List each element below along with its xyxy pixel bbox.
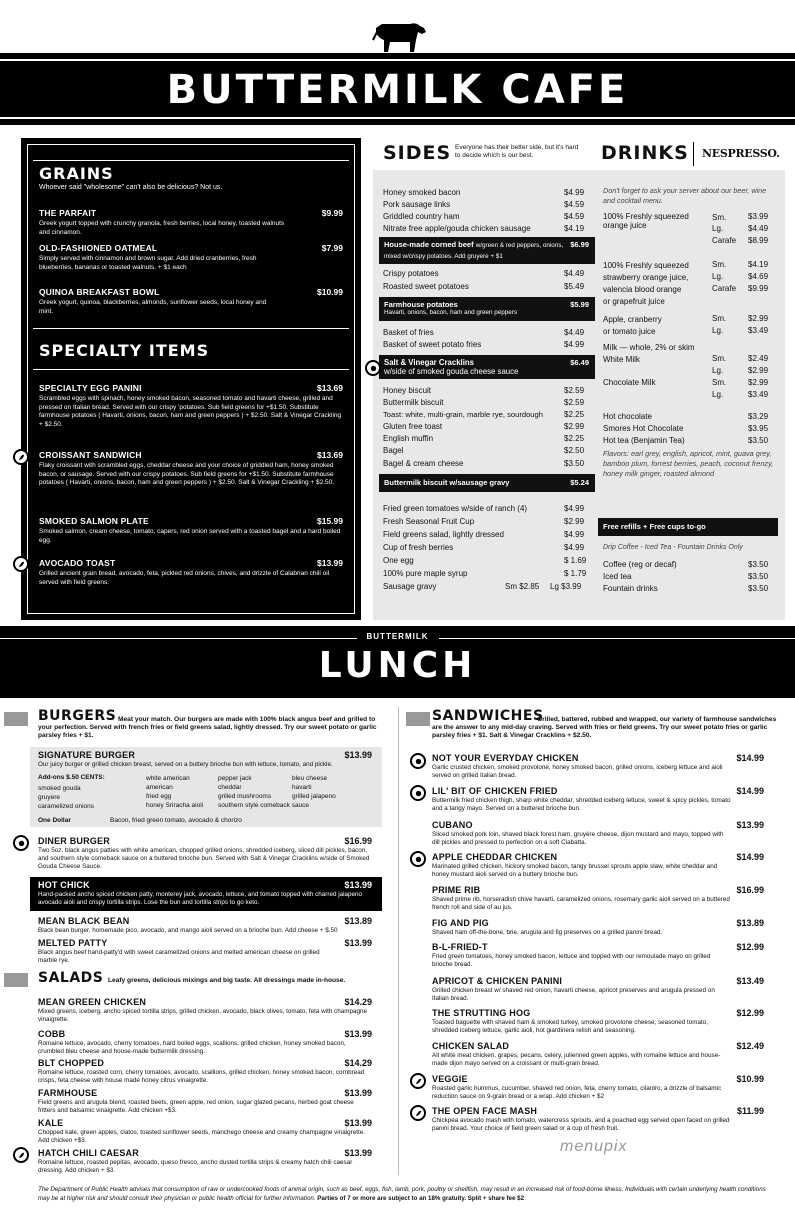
sandwiches-title: SANDWICHES — [432, 708, 544, 724]
menu-item: MEAN BLACK BEAN $13.89 Black bean burger, homemade pico, avocado, and mango aioli served on a brioche bun. Add cheese + $.50 — [38, 916, 372, 934]
menu-item: B-L-FRIED-T $12.99 Fried green tomatoes, honey smoked bacon, lettuce and topped with our remoulade mayo on grilled brioche bread. — [432, 942, 764, 968]
signature-badge-icon — [410, 753, 426, 769]
menu-item: MELTED PATTY $13.99 Black angus beef hand-patty'd with sweet caramelized onions and melted american cheese on grilled marble rye. — [38, 938, 372, 964]
grains-title: GRAINS — [39, 164, 114, 183]
drink-row: Fountain drinks — [603, 584, 658, 593]
addons-col: bleu cheese havarti grilled jalapeno — [292, 775, 336, 800]
column-divider — [398, 707, 399, 1175]
addons-col: white american american fried egg honey Sriracha aioli — [146, 775, 204, 809]
menu-item: SPECIALTY EGG PANINI $13.69 Scrambled eggs with spinach, honey smoked bacon, seasoned tomato and havarti cheese, grilled and pressed on Italian bread. Served with our crispy 'potatoes. Sub field greens for +$1.50. Substitute farmhouse potatoes ( Havarti, onions, bacon, ham and green peppers ) + $2.50. Salt & Vinegar Crackling + $2.50. — [39, 383, 343, 428]
gravy-bar: Buttermilk biscuit w/sausage gravy $5.24 — [379, 474, 595, 492]
menu-item: CUBANO $13.99 Sliced smoked pork loin, shaved black forest ham, gruyère cheese, dijon mustard and mayo, topped with dill pickles and pressed to perfection on a soft Ciabatta. — [432, 820, 764, 846]
drink-row: Hot tea (Benjamin Tea) — [603, 436, 685, 445]
specialty-badge-icon — [365, 360, 381, 376]
side-row: Crispy potatoes — [383, 269, 439, 278]
lunch-banner — [0, 626, 795, 698]
side-row: 100% pure maple syrup — [383, 569, 468, 578]
side-row: Nitrate free apple/gouda chicken sausage — [383, 224, 531, 233]
drink-choc-milk: Chocolate Milk — [603, 378, 656, 387]
sandwiches-desc: Grilled, battered, rubbed and wrapped, our variety of farmhouse sandwiches are the answer to any mid-day craving. Served with fries or field greens. Try our sweet potato fries or garlic parsley fries + $1. Salt & Vinegar Cracklins + $2.50. — [432, 716, 777, 739]
menu-item: CROISSANT SANDWICH $13.69 Flaky croissant with scrambled eggs, cheddar cheese and your choice of griddled ham, honey smoked bacon, or sausage. Served with our crispy potatoes. Sub field greens for +$1.50. Substitute farmhouse potatoes ( Havarti, onions, bacon, ham and green peppers ) + $2.50. Salt & Vinegar Crackling + $2.50. — [39, 450, 343, 487]
side-row: Fried green tomatoes w/side of ranch (4) — [383, 504, 528, 513]
side-row: One egg — [383, 556, 414, 565]
menu-item: VEGGIE $10.99 Roasted garlic hummus, cucumber, shaved red onion, feta, cherry tomato, cilantro, a drizzle of balsamic reduction sauce on 9-grain bread or a wrap. Add chicken + $2 — [432, 1074, 764, 1100]
sides-title: SIDES — [383, 142, 452, 164]
side-row: English muffin — [383, 434, 434, 443]
side-row: Bagel — [383, 446, 404, 455]
side-row: Cup of fresh berries — [383, 543, 454, 552]
lunch-subtitle: BUTTERMILK — [357, 628, 439, 641]
salads-desc: Leafy greens, delicious mixings and big taste. All dressings made in-house. — [108, 977, 346, 984]
lunch-title: LUNCH — [318, 645, 477, 686]
menu-item: KALE $13.99 Chopped kale, green apples, clatos, toasted sunflower seeds, manchego cheese and creamy champagne vinaigrette. Add chicken +$3. — [38, 1118, 372, 1144]
drinks-title: DRINKS — [601, 142, 689, 164]
drink-milk: Milk — whole, 2% or skim White Milk — [603, 343, 695, 364]
menu-item: HOT CHICK $13.99 Hand-packed ancho spiced chicken patty, monterey jack, avocado, lettuce, and tomato topped with charred jalapeno avocado aioli and crispy tortilla strips. Lose the bun and tortilla strips to go keto. — [38, 880, 372, 906]
menu-item: FARMHOUSE $13.99 Field greens and arugula blend, roasted beets, green apple, red onion, sugar glazed pecans, herbed goat cheese fritters and balsamic vinaigrette. Add chicken +$3. — [38, 1088, 372, 1114]
menu-item: HATCH CHILI CAESAR $13.99 Romaine lettuce, roasted pepitas, avocado, queso fresco, ancho dusted tortilla strips & creamy hatch chili caesar dressing. Add chicken + $3. — [38, 1148, 372, 1174]
menu-item: MEAN GREEN CHICKEN $14.29 Mixed greens, iceberg, ancho spiced tortilla strips, grilled chicken, avocado, black olives, tomato, feta with champagne vinaigrette. — [38, 997, 372, 1023]
menu-item: OLD-FASHIONED OATMEAL $7.99 Simply served with cinnamon and brown sugar. Add dried cranberries, fresh blueberries, bananas or toasted walnuts. + $1 each — [39, 243, 343, 271]
farmhouse-bar: Farmhouse potatoes Havarti, onions, bacon, ham and green peppers $5.99 — [379, 297, 595, 321]
burgers-title: BURGERS — [38, 708, 117, 724]
addons-col: smoked gouda gruyere caramelized onions — [38, 785, 95, 810]
section-marker — [4, 973, 28, 987]
grains-subtitle: Whoever said "wholesome" can't also be delicious? Not us. — [39, 184, 223, 191]
cracklins-bar: Salt & Vinegar Cracklins w/side of smoked gouda cheese sauce $6.49 — [379, 355, 595, 379]
side-row: Basket of fries — [383, 328, 434, 337]
sides-note: Everyone has their better side, but it's hard to decide which is our best. — [455, 144, 579, 159]
watermark: menupix — [560, 1138, 628, 1155]
burgers-desc: Meat your match. Our burgers are made with 100% black angus beef and grilled to your perfection. Served with french fries or field greens salad, lightly dressed. Try our sweet potato or garlic parsley fries + $1. — [38, 716, 377, 739]
drink-row: Coffee (reg or decaf) — [603, 560, 677, 569]
side-row: Field greens salad, lightly dressed — [383, 530, 504, 539]
signature-badge-icon — [410, 851, 426, 867]
footer-notice: The Department of Public Health advises that consumption of raw or undercooked foods of animal origin, such as beef, eggs, fish, lamb, pork, poultry or shellfish, may result in an increased risk of food-borne illness. Individuals with certain underlying health conditions may be at higher risk and should consult their physician or public health official for further information. Parties of 7 or more are subject to an 18% gratuity. Split + share fee $2 — [38, 1186, 766, 1202]
vegetarian-badge-icon — [410, 1105, 426, 1121]
cafe-title: BUTTERMILK CAFE — [166, 67, 629, 113]
vegetarian-badge-icon — [13, 449, 29, 465]
drink-apple: Apple, cranberry or tomato juice — [603, 315, 662, 336]
nespresso-logo: NESPRESSO. — [702, 147, 780, 160]
menu-item: DINER BURGER $16.99 Two 5oz. black angus patties with white american, chopped grilled onions, shredded iceberg, sliced dill pickles, bacon, and southern style comeback sauce on a buttered brioche bun. Served with Salt & Vinegar Cracklins w/side of Smoked Gouda Cheese Sauce. — [38, 836, 372, 870]
cafe-banner — [0, 53, 795, 125]
side-row: Roasted sweet potatoes — [383, 282, 469, 291]
drip-note: Drip Coffee - Iced Tea - Fountain Drinks Only — [603, 544, 743, 551]
addons-label: Add-ons $.50 CENTS: — [38, 774, 105, 781]
side-row: Sausage gravy — [383, 582, 437, 591]
vegetarian-badge-icon — [13, 556, 29, 572]
menu-item: SMOKED SALMON PLATE $15.99 Smoked salmon, cream cheese, tomato, capers, red onion served with a toasted bagel and a hard boiled egg. — [39, 516, 343, 544]
section-marker — [406, 712, 430, 726]
side-row: Pork sausage links — [383, 200, 451, 209]
side-row: Gluten free toast — [383, 422, 443, 431]
refills-bar: Free refills + Free cups to-go — [598, 518, 778, 536]
menu-item: PRIME RIB $16.99 Shaved prime rib, horseradish chive havarti, caramelized onions, rosemary garlic aioli served on a buttered french roll and side of au jus. — [432, 885, 764, 911]
side-row: Bagel & cream cheese — [383, 459, 464, 468]
drink-strawberry: 100% Freshly squeezed strawberry orange juice, valencia blood orange or grapefruit juice — [603, 261, 689, 306]
corned-beef-bar: House-made corned beef w/green & red peppers, onions, mixed w/crispy potatoes. Add gruyere + $1 $6.99 — [379, 237, 595, 264]
menu-item: THE PARFAIT $9.99 Greek yogurt topped with crunchy granola, fresh berries, local honey, toasted walnuts and cinnamon. — [39, 208, 343, 236]
menu-item: LIL' BIT OF CHICKEN FRIED $14.99 Buttermilk fried chicken thigh, sharp white cheddar, shredded iceberg lettuce, sweet & spicy pickles, tomato and a tangy mayo. Served on a buttered brioche bun. — [432, 786, 764, 812]
menu-item: FIG AND PIG $13.89 Shaved ham off-the-bone, brie, arugula and fig preserves on a grilled panini bread. — [432, 918, 764, 936]
side-row: Basket of sweet potato fries — [383, 340, 482, 349]
addons-col: pepper jack cheddar grilled mushrooms southern style comeback sauce — [218, 775, 310, 809]
breakfast-panel — [21, 138, 361, 620]
drinks-note: Don't forget to ask your server about our beer, wine and cocktail menu. — [603, 186, 767, 205]
signature-badge-icon — [13, 835, 29, 851]
menu-item: AVOCADO TOAST $13.99 Grilled ancient grain bread, avocado, feta, pickled red onions, chives, and drizzle of Calabrian chili oil served with field greens. — [39, 558, 343, 586]
menu-item: APPLE CHEDDAR CHICKEN $14.99 Marinated grilled chicken, hickory smoked bacon, tangy brussel sprouts apple slaw, white cheddar and honey mustard aioli served on a buttery brioche bun. — [432, 852, 764, 878]
section-marker — [4, 712, 28, 726]
menu-item: CHICKEN SALAD $12.49 All white meat chicken, grapes, pecans, celery, julienned green apples, with romaine lettuce and house-made dijon mayo served on a croissant or multi-grain bread. — [432, 1041, 764, 1067]
menu-item: QUINOA BREAKFAST BOWL $10.99 Greek yogurt, quinoa, blackberries, almonds, sunflower seeds, local honey and mint. — [39, 287, 343, 315]
vegetarian-badge-icon — [410, 1073, 426, 1089]
drink-row: Iced tea — [603, 572, 632, 581]
specialty-title: SPECIALTY ITEMS — [39, 341, 210, 360]
drink-oj: 100% Freshly squeezed orange juice — [603, 212, 689, 230]
side-row: Toast: white, multi-grain, marble rye, sourdough — [383, 410, 543, 419]
tea-flavors: Flavors: earl grey, english, apricot, mint, guava grey, bamboo plum, forrest berries, peach, coconut frenzy, honey milk ginger, roasted almond — [603, 449, 774, 478]
side-row: Griddled country ham — [383, 212, 460, 221]
drink-row: Smores Hot Chocolate — [603, 424, 684, 433]
menu-item: COBB $13.99 Romaine lettuce, avocado, cherry tomatoes, hard boiled eggs, scallions, grilled chicken, honey smoked bacon, crumbled bleu cheese and house-made buttermilk dressing. — [38, 1029, 372, 1055]
side-row: Honey smoked bacon — [383, 188, 461, 197]
signature-badge-icon — [410, 785, 426, 801]
side-row: Honey biscuit — [383, 386, 432, 395]
menu-item: APRICOT & CHICKEN PANINI $13.49 Grilled chicken breast w/ shaved red onion, havarti cheese, apricot preserves and arugula pressed on Italian bread. — [432, 976, 764, 1002]
vegetarian-badge-icon — [13, 1147, 29, 1163]
menu-item: BLT CHOPPED $14.29 Romaine lettuce, roasted corn, cherry tomatoes, avocado, scallions, grilled chicken, honey smoked bacon, cornbread crisps, feta cheese with house made honey citrus vinaigrette. — [38, 1058, 372, 1084]
menu-item: THE STRUTTING HOG $12.99 Toasted baguette with shaved ham & smoked turkey, smoked provolone cheese, seasoned tomato, shredded iceberg lettuce, garlic aioli, hot giardinera relish and seasoning. — [432, 1008, 764, 1034]
salads-title: SALADS — [38, 970, 104, 986]
side-row: Buttermilk biscuit — [383, 398, 444, 407]
side-row: Fresh Seasonal Fruit Cup — [383, 517, 475, 526]
menu-item: NOT YOUR EVERYDAY CHICKEN $14.99 Garlic crusted chicken, smoked provolone, honey smoked bacon, grilled onions, iceberg lettuce and aioli served on grilled Italian bread. — [432, 753, 764, 779]
menu-item: SIGNATURE BURGER $13.99 Our juicy burger or grilled chicken breast, served on a buttery brioche bun with lettuce, tomato, and pickle. — [38, 750, 372, 768]
menu-item: THE OPEN FACE MASH $11.99 Chickpea avocado mash with tomato, watercress sprouts, and a poached egg served open faced on grilled panini bread. Your choice of field green salad or a cup of fresh fruit. — [432, 1106, 764, 1132]
drink-row: Hot chocolate — [603, 412, 652, 421]
